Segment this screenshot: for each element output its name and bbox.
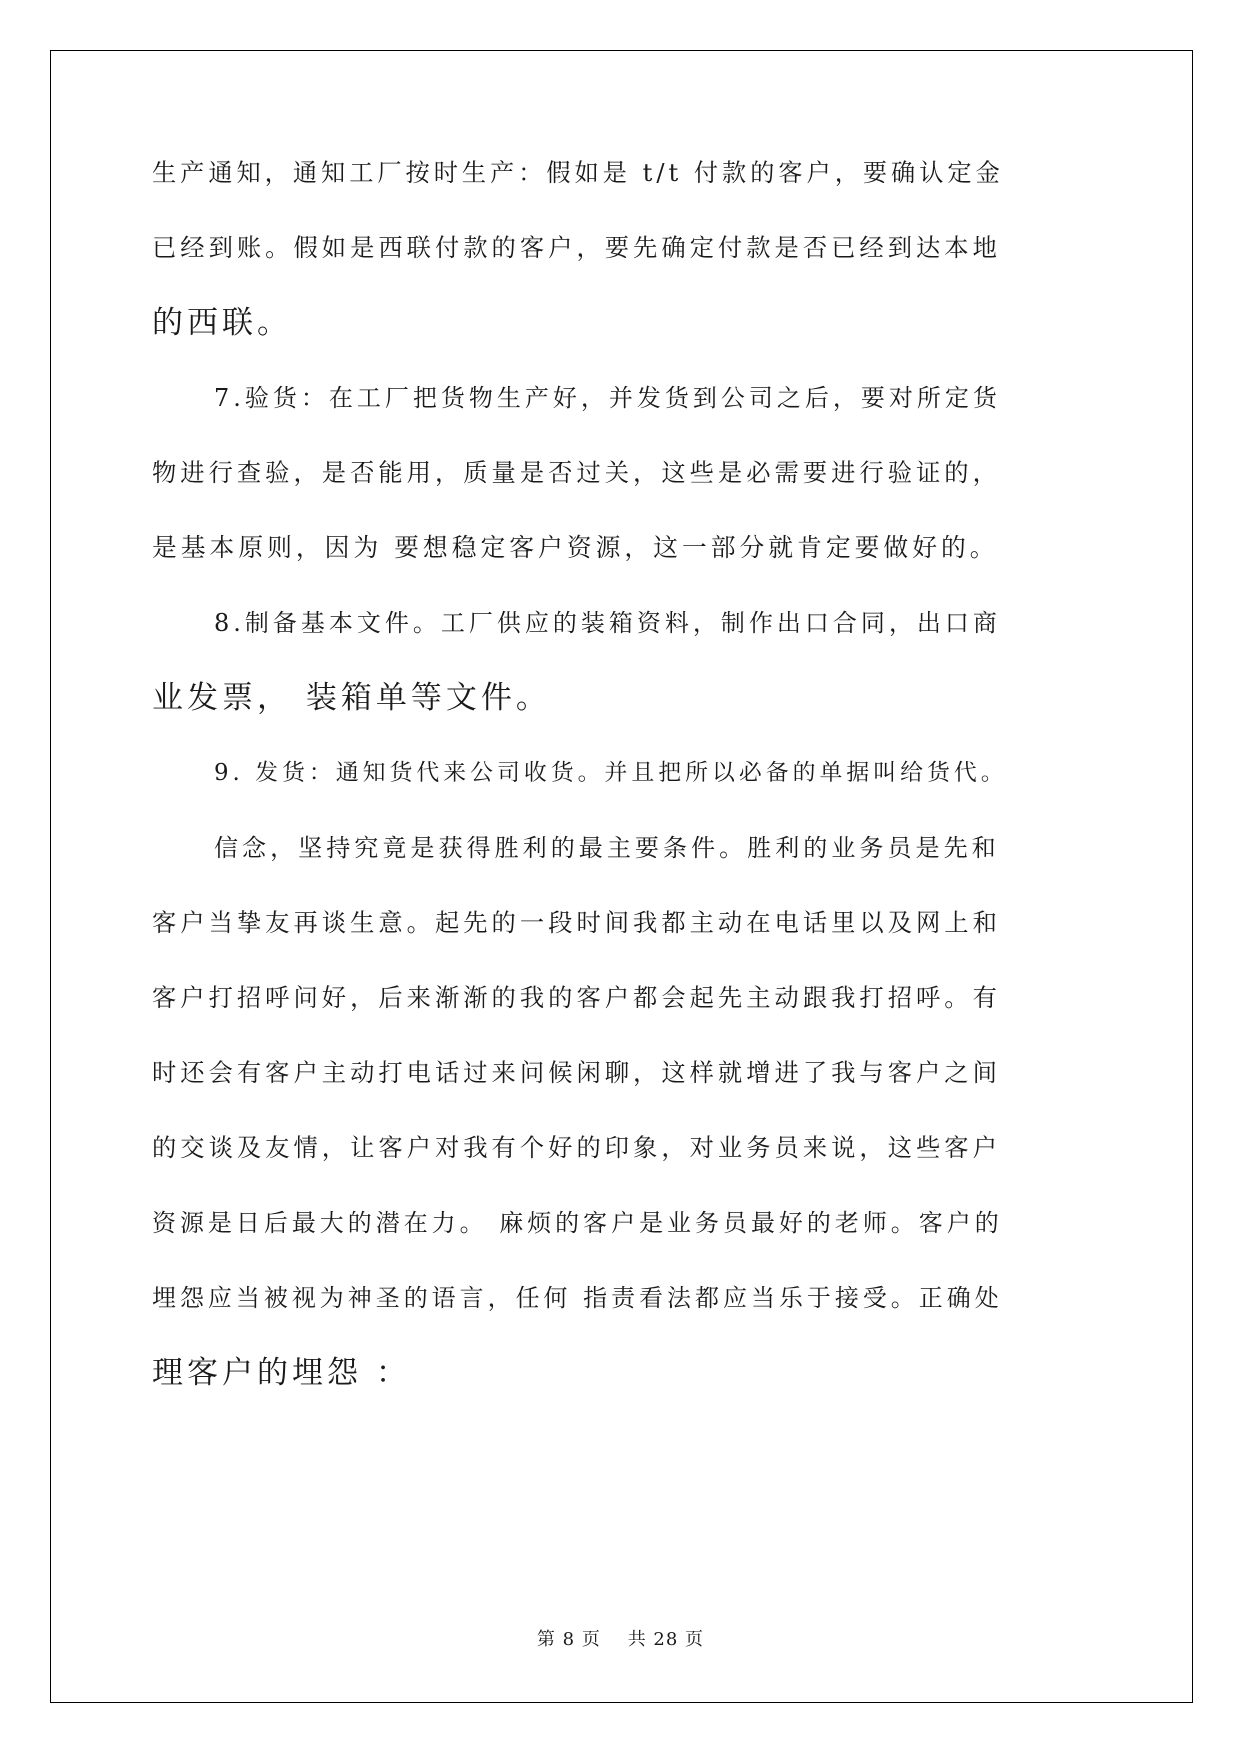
text-line: 信念，坚持究竟是获得胜利的最主要条件。胜利的业务员是先和 xyxy=(214,834,1000,862)
page-footer: 第 8 页 共 28 页 xyxy=(536,1629,705,1650)
text-line: 生产通知，通知工厂按时生产：假如是 t/t 付款的客户，要确认定金 xyxy=(152,159,1004,187)
text-line: 7.验货：在工厂把货物生产好，并发货到公司之后，要对所定货 xyxy=(214,384,1001,412)
text-line: 9. 发货：通知货代来公司收货。并且把所以必备的单据叫给货代。 xyxy=(214,760,1008,786)
text-line: 埋怨应当被视为神圣的语言，任何 指责看法都应当乐于接受。正确处 xyxy=(152,1284,1003,1312)
text-line: 时还会有客户主动打电话过来问候闲聊，这样就增进了我与客户之间 xyxy=(152,1058,1001,1087)
text-line: 理客户的埋怨 ： xyxy=(152,1355,411,1391)
text-line: 已经到账。假如是西联付款的客户，要先确定付款是否已经到达本地 xyxy=(152,233,1001,262)
text-line: 8.制备基本文件。工厂供应的装箱资料，制作出口合同，出口商 xyxy=(214,609,1001,637)
text-line: 的西联。 xyxy=(152,305,292,341)
text-line: 是基本原则，因为 要想稳定客户资源，这一部分就肯定要做好的。 xyxy=(152,533,999,562)
text-line: 物进行查验，是否能用，质量是否过关，这些是必需要进行验证的， xyxy=(152,458,1001,487)
text-line: 业发票， 装箱单等文件。 xyxy=(152,680,551,716)
text-line: 客户当挚友再谈生意。起先的一段时间我都主动在电话里以及网上和 xyxy=(152,908,1001,937)
text-line: 客户打招呼问好，后来渐渐的我的客户都会起先主动跟我打招呼。有 xyxy=(152,983,1001,1012)
page-frame xyxy=(50,50,1193,1703)
text-line: 资源是日后最大的潜在力。 麻烦的客户是业务员最好的老师。客户的 xyxy=(152,1209,1003,1237)
text-line: 的交谈及友情，让客户对我有个好的印象，对业务员来说，这些客户 xyxy=(152,1133,1001,1162)
